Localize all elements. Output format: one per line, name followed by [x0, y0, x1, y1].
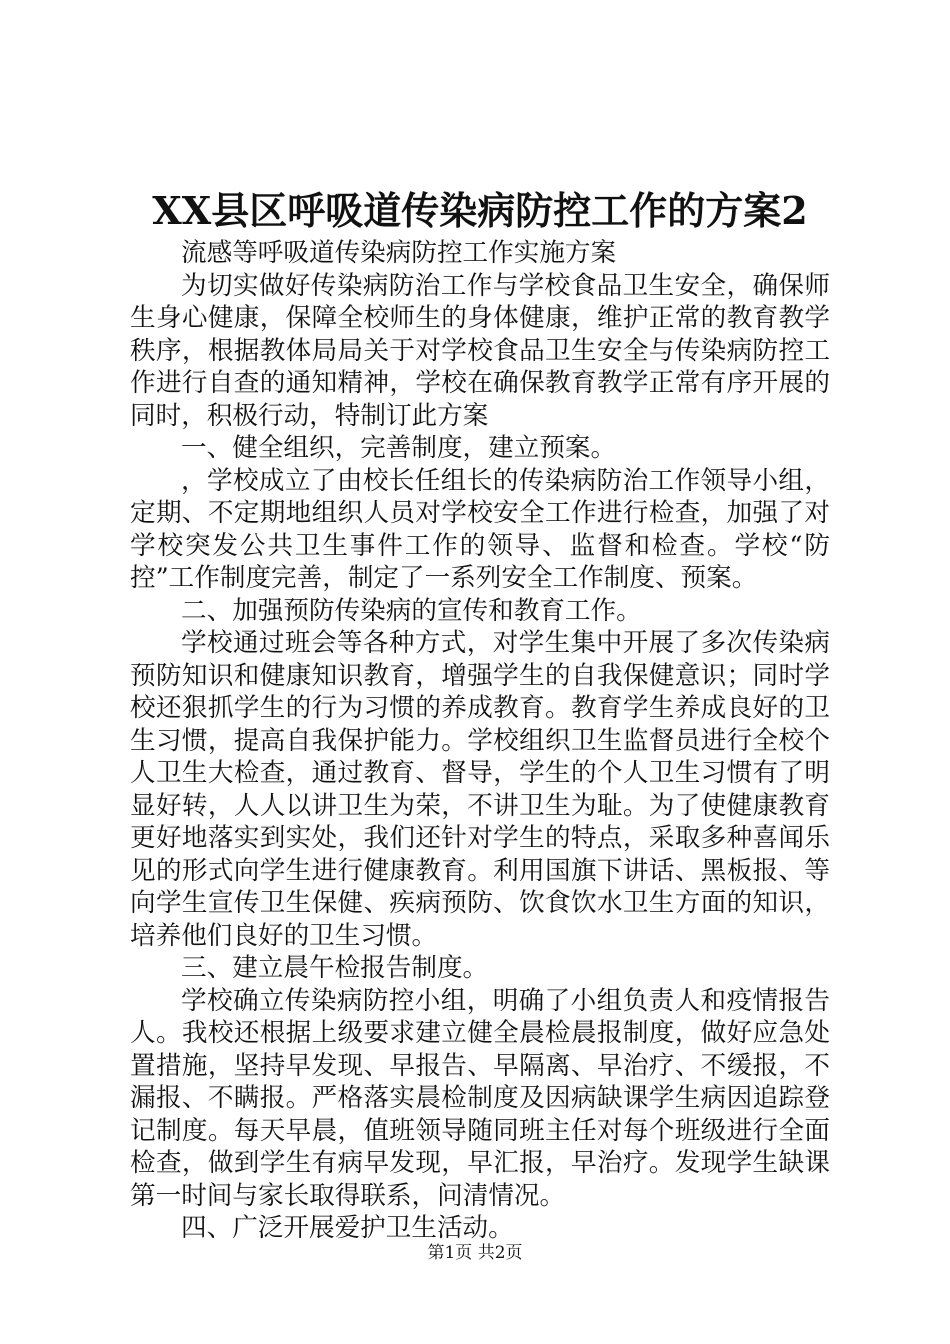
- document-title: XX县区呼吸道传染病防控工作的方案2: [152, 188, 808, 233]
- section-heading: 二、加强预防传染病的宣传和教育工作。: [181, 595, 642, 626]
- body-paragraph: 为切实做好传染病防治工作与学校食品卫生安全，确保师生身心健康，保障全校师生的身体健康，维护正常的教育教学秩序，根据教体局局关于对学校食品卫生安全与传染病防控工作进行自查的通知精神，学校在确保教育教学正常有序开展的同时，积极行动，特制订此方案: [130, 270, 830, 431]
- subtitle-paragraph: 流感等呼吸道传染病防控工作实施方案: [181, 238, 617, 268]
- section-heading: 一、健全组织，完善制度，建立预案。: [181, 433, 617, 463]
- body-paragraph: 学校确立传染病防控小组，明确了小组负责人和疫情报告人。我校还根据上级要求建立健全晨检晨报制度，做好应急处置措施，坚持早发现、早报告、早隔离、早治疗、不缓报，不漏报、不瞒报。严格落实晨检制度及因病缺课学生病因追踪登记制度。每天早晨，值班领导随同班主任对每个班级进行全面检查，做到学生有病早发现，早汇报，早治疗。发现学生缺课第一时间与家长取得联系，问清情况。: [130, 985, 830, 1211]
- body-paragraph: 学校通过班会等各种方式，对学生集中开展了多次传染病预防知识和健康知识教育，增强学生的自我保健意识；同时学校还狠抓学生的行为习惯的养成教育。教育学生养成良好的卫生习惯，提高自我保护能力。学校组织卫生监督员进行全校个人卫生大检查，通过教育、督导，学生的个人卫生习惯有了明显好转，人人以讲卫生为荣，不讲卫生为耻。为了使健康教育更好地落实到实处，我们还针对学生的特点，采取多种喜闻乐见的形式向学生进行健康教育。利用国旗下讲话、黑板报、等向学生宣传卫生保健、疾病预防、饮食饮水卫生方面的知识，培养他们良好的卫生习惯。: [130, 628, 830, 951]
- document-page: [130, 185, 830, 1245]
- body-paragraph: ，学校成立了由校长任组长的传染病防治工作领导小组，定期、不定期地组织人员对学校安全工作进行检查，加强了对学校突发公共卫生事件工作的领导、监督和检查。学校“防控”工作制度完善，制定了一系列安全工作制度、预案。: [130, 465, 830, 593]
- page-footer: 第1页 共2页: [427, 1243, 523, 1263]
- section-heading: 四、广泛开展爱护卫生活动。: [181, 1213, 514, 1243]
- section-heading: 三、建立晨午检报告制度。: [181, 953, 489, 983]
